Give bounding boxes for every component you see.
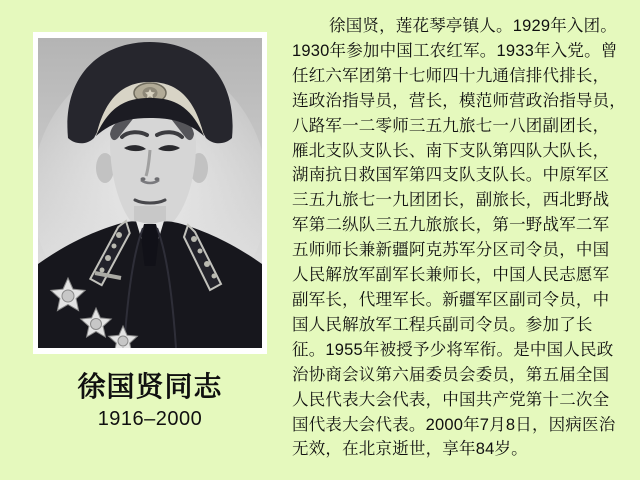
bio-line: 1930年参加中国工农红军。1933年入党。曾: [292, 41, 618, 60]
bio-line: 湖南抗日救国军第四支队支队长。中原军区: [292, 166, 610, 185]
bio-line: 连政治指导员，营长，模范师营政治指导员，: [292, 91, 626, 110]
portrait-photo-frame: [33, 32, 267, 354]
bio-line: 八路军一二零师三五九旅七一八团副团长，: [292, 116, 610, 135]
bio-line: 五师师长兼新疆阿克苏军分区司令员，中国: [292, 241, 610, 260]
bio-line: 副军长，代理军长。新疆军区副司令员，中: [292, 290, 610, 309]
bio-line: 任红六军团第十七师四十九通信排代排长，: [292, 66, 610, 85]
bio-line: 国人民解放军工程兵副司令员。参加了长: [292, 315, 593, 334]
bio-line: 国代表大会代表。2000年7月8日，因病医治: [292, 415, 616, 434]
portrait-years-caption: 1916–2000: [97, 408, 203, 430]
bio-line: 徐国贤，莲花琴亭镇人。1929年入团。: [329, 17, 618, 35]
bio-line: 无效，在北京逝世，享年84岁。: [292, 440, 528, 459]
bio-line: 治协商会议第六届委员会委员，第五届全国: [292, 365, 610, 384]
bio-line: 军第二纵队三五九旅旅长，第一野战军二军: [292, 216, 610, 235]
bio-line: 雁北支队支队长、南下支队第四队大队长，: [292, 141, 610, 160]
bio-line: 人民解放军副军长兼师长，中国人民志愿军: [292, 266, 610, 285]
biography-text: [292, 14, 636, 462]
portrait-name-caption: 徐国贤同志: [77, 371, 223, 402]
bio-line: 三五九旅七一九团团长，副旅长，西北野战: [292, 191, 610, 210]
portrait-photo: [38, 38, 262, 348]
bio-line: 人民代表大会代表，中国共产党第十二次全: [292, 390, 610, 409]
bio-line: 征。1955年被授予少将军衔。是中国人民政: [292, 340, 614, 359]
